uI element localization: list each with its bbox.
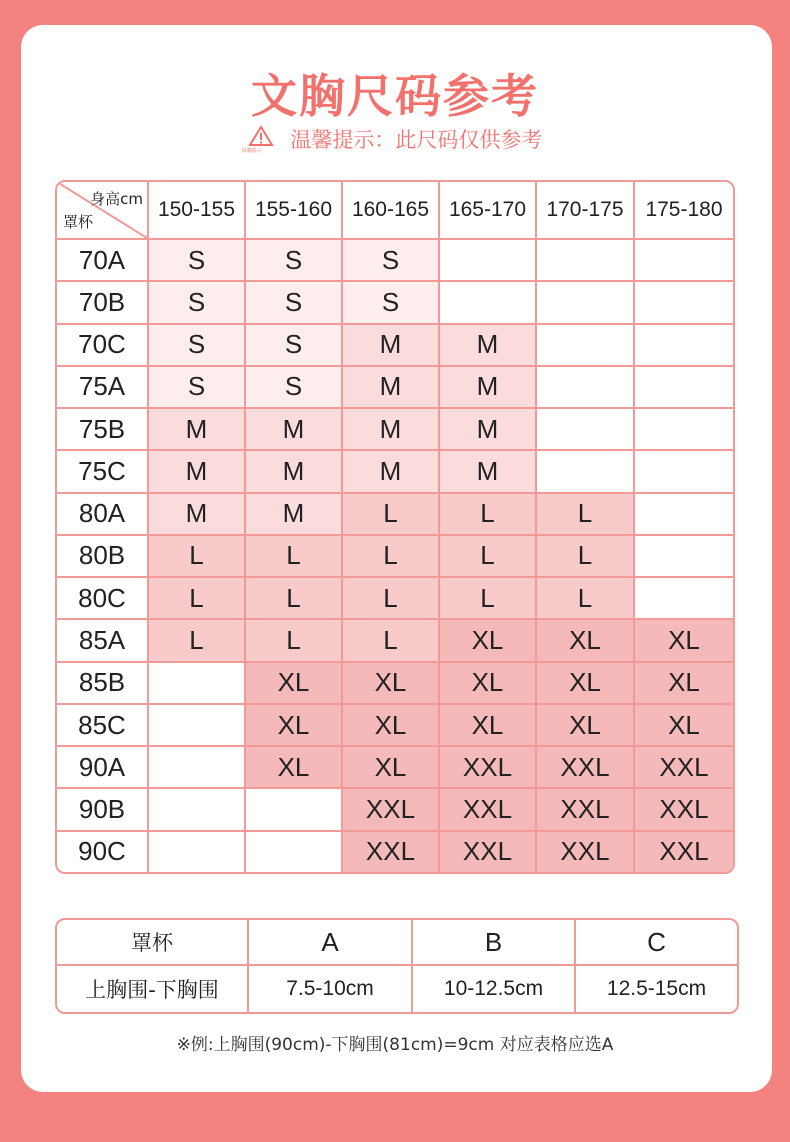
warning-icon-caption: 温馨提示 — [241, 148, 262, 154]
size-cell — [149, 705, 246, 747]
size-cell: L — [149, 620, 246, 662]
size-cell: XL — [537, 620, 635, 662]
size-cell: S — [149, 325, 246, 367]
table-row — [57, 747, 733, 789]
table-row — [57, 663, 733, 705]
cup-size-cell: 85B — [57, 663, 149, 705]
cup-size-cell: 80B — [57, 536, 149, 578]
size-cell: M — [149, 409, 246, 451]
cup-axis-label: 罩杯 — [63, 213, 94, 231]
size-cell: XXL — [537, 789, 635, 831]
size-cell: L — [440, 578, 537, 620]
cup-size-cell: 80A — [57, 494, 149, 536]
size-cell: XL — [440, 663, 537, 705]
tip-text: 温馨提示：此尺码仅供参考 — [290, 128, 543, 152]
height-header: 170-175 — [537, 182, 635, 240]
size-cell: M — [440, 325, 537, 367]
cup-size-cell: 80C — [57, 578, 149, 620]
size-cell: M — [149, 494, 246, 536]
size-cell: S — [343, 282, 440, 324]
size-cell: M — [343, 451, 440, 493]
size-cell: L — [537, 494, 635, 536]
size-cell: S — [149, 240, 246, 282]
size-cell: XL — [246, 663, 343, 705]
size-cell — [440, 240, 537, 282]
size-cell — [537, 282, 635, 324]
height-header: 150-155 — [149, 182, 246, 240]
size-cell: L — [149, 536, 246, 578]
size-cell — [537, 451, 635, 493]
size-cell: XXL — [440, 747, 537, 789]
tip-line — [0, 124, 790, 154]
size-cell: XL — [635, 663, 733, 705]
size-cell: M — [440, 367, 537, 409]
size-table — [55, 180, 735, 874]
size-cell: XL — [343, 705, 440, 747]
size-cell: XXL — [343, 832, 440, 872]
size-cell: XXL — [635, 832, 733, 872]
size-cell: L — [343, 620, 440, 662]
size-cell: S — [246, 367, 343, 409]
size-cell: L — [343, 494, 440, 536]
table-corner — [57, 182, 149, 240]
size-cell: M — [246, 451, 343, 493]
diff-label: 上胸围-下胸围 — [57, 966, 249, 1012]
cup-size-cell: 75C — [57, 451, 149, 493]
table-row — [57, 409, 733, 451]
height-header: 155-160 — [246, 182, 343, 240]
cup-size-cell: 75B — [57, 409, 149, 451]
size-cell: XL — [537, 705, 635, 747]
size-cell — [149, 663, 246, 705]
cup-table — [55, 918, 739, 1014]
size-cell: L — [246, 536, 343, 578]
height-axis-label: 身高cm — [90, 190, 143, 208]
size-cell: XL — [343, 663, 440, 705]
cup-size-cell: 70B — [57, 282, 149, 324]
size-cell: S — [246, 282, 343, 324]
cup-row — [57, 920, 737, 966]
cup-size-cell: 70C — [57, 325, 149, 367]
size-cell: XL — [537, 663, 635, 705]
size-cell — [635, 409, 733, 451]
size-cell: L — [440, 494, 537, 536]
size-cell — [635, 536, 733, 578]
table-row — [57, 578, 733, 620]
size-cell: XL — [440, 705, 537, 747]
size-cell: L — [537, 578, 635, 620]
table-row — [57, 451, 733, 493]
size-cell — [537, 367, 635, 409]
diff-row — [57, 966, 737, 1012]
size-cell — [246, 832, 343, 872]
cup-size-cell: 90A — [57, 747, 149, 789]
size-cell: L — [149, 578, 246, 620]
size-cell: XXL — [440, 832, 537, 872]
size-cell: XL — [246, 747, 343, 789]
cup-size-cell: 90C — [57, 832, 149, 872]
table-row — [57, 789, 733, 831]
height-header: 175-180 — [635, 182, 733, 240]
size-cell — [149, 747, 246, 789]
size-cell: XXL — [440, 789, 537, 831]
size-cell: XL — [246, 705, 343, 747]
size-cell: M — [149, 451, 246, 493]
size-cell: XL — [343, 747, 440, 789]
size-cell: M — [343, 367, 440, 409]
table-row — [57, 832, 733, 872]
diff-cell: 7.5-10cm — [249, 966, 413, 1012]
size-cell: XL — [635, 620, 733, 662]
cup-size-cell: 90B — [57, 789, 149, 831]
size-cell: M — [343, 409, 440, 451]
size-table-header — [57, 182, 733, 240]
size-cell: XXL — [635, 747, 733, 789]
cup-label: 罩杯 — [57, 920, 249, 966]
size-cell: XXL — [537, 747, 635, 789]
size-cell — [537, 240, 635, 282]
cup-size-cell: 85A — [57, 620, 149, 662]
size-cell — [537, 325, 635, 367]
cup-size-cell: 75A — [57, 367, 149, 409]
cup-size-cell: 85C — [57, 705, 149, 747]
size-cell: S — [149, 282, 246, 324]
size-cell: M — [440, 451, 537, 493]
table-row — [57, 620, 733, 662]
cup-letter-cell: A — [249, 920, 413, 966]
size-cell — [635, 240, 733, 282]
size-cell — [440, 282, 537, 324]
size-cell — [635, 494, 733, 536]
size-cell — [149, 832, 246, 872]
table-row — [57, 282, 733, 324]
warning-triangle-icon — [241, 125, 274, 154]
page-title: 文胸尺码参考 — [251, 69, 539, 123]
size-cell: L — [246, 578, 343, 620]
size-cell: S — [246, 240, 343, 282]
diff-cell: 10-12.5cm — [413, 966, 576, 1012]
table-row — [57, 240, 733, 282]
size-cell — [246, 789, 343, 831]
size-cell: L — [343, 536, 440, 578]
size-cell: XXL — [343, 789, 440, 831]
size-cell: L — [440, 536, 537, 578]
table-row — [57, 325, 733, 367]
size-cell — [635, 282, 733, 324]
size-cell: L — [537, 536, 635, 578]
cup-letter-cell: B — [413, 920, 576, 966]
table-row — [57, 494, 733, 536]
size-cell: XL — [440, 620, 537, 662]
size-cell — [537, 409, 635, 451]
size-cell: M — [440, 409, 537, 451]
size-cell: S — [246, 325, 343, 367]
size-cell — [635, 578, 733, 620]
size-cell: XXL — [635, 789, 733, 831]
cup-size-cell: 70A — [57, 240, 149, 282]
size-cell: S — [149, 367, 246, 409]
cup-letter-cell: C — [576, 920, 737, 966]
size-cell — [635, 367, 733, 409]
size-cell — [635, 325, 733, 367]
size-cell: L — [343, 578, 440, 620]
table-row — [57, 367, 733, 409]
size-cell: S — [343, 240, 440, 282]
diff-cell: 12.5-15cm — [606, 977, 707, 1000]
size-cell: M — [246, 494, 343, 536]
height-header: 165-170 — [440, 182, 537, 240]
size-cell: M — [343, 325, 440, 367]
size-cell: XXL — [537, 832, 635, 872]
table-row — [57, 705, 733, 747]
size-cell — [635, 451, 733, 493]
size-cell: L — [246, 620, 343, 662]
table-row — [57, 536, 733, 578]
example-note: ※例:上胸围(90cm)-下胸围(81cm)=9cm 对应表格应选A — [176, 1035, 614, 1055]
height-header: 160-165 — [343, 182, 440, 240]
size-cell: M — [246, 409, 343, 451]
size-cell: XL — [635, 705, 733, 747]
size-cell — [149, 789, 246, 831]
